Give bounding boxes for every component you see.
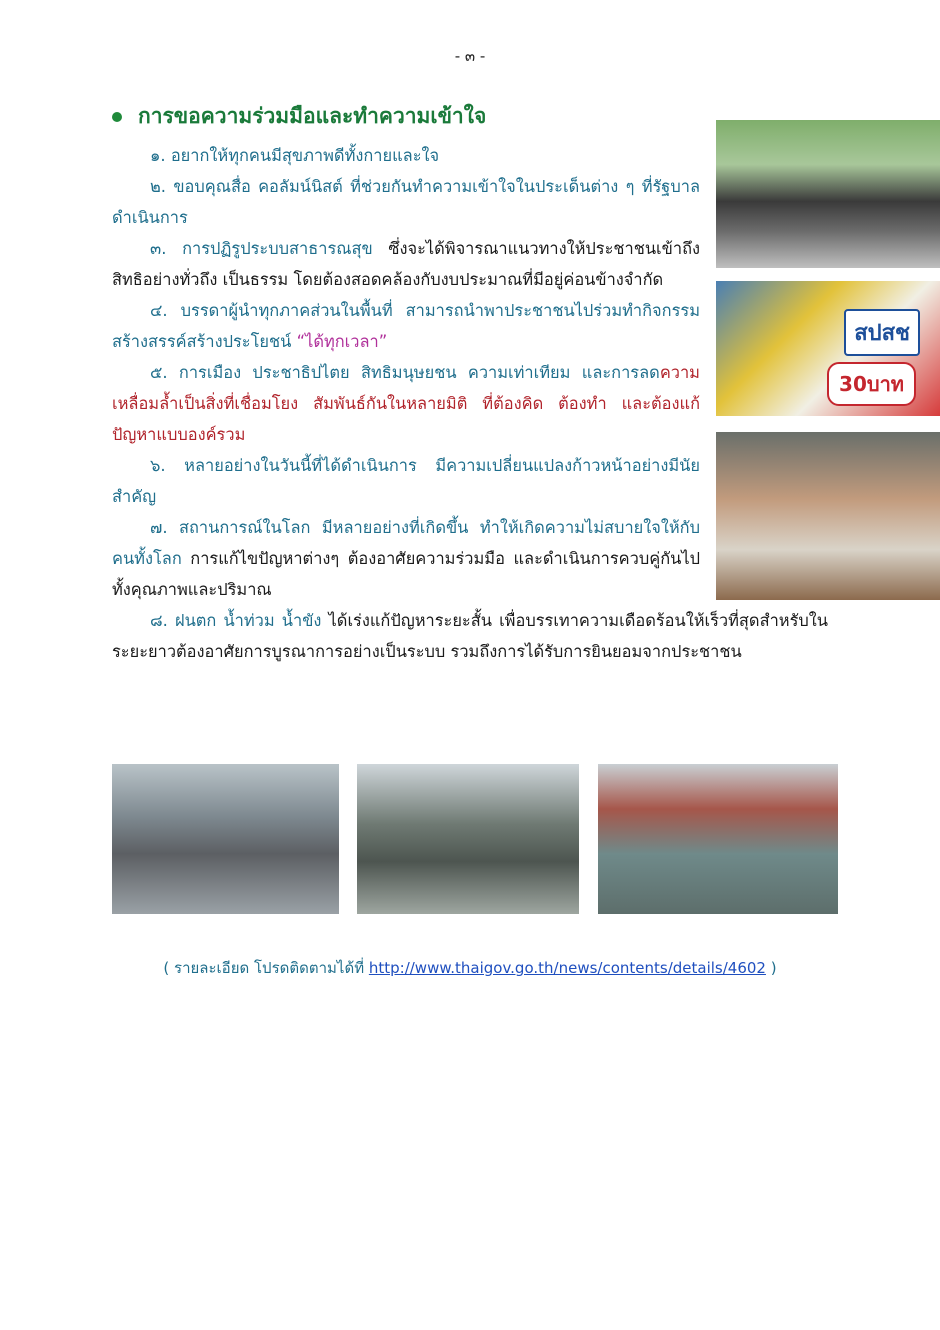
item-5: ๕. การเมือง ประชาธิปไตย สิทธิมนุษยชน ความเท่าเทียม และการลดความเหลื่อมล้ำเป็นสิ่งที่เชื่อมโยง สัมพันธ์กันในหลายมิติ ที่ต้องคิด ต้องทำ และต้องแก้ปัญหาแบบองค์รวม [112,363,700,444]
footer-note: ( รายละเอียด โปรดติดตามได้ที่ http://www.thaigov.go.th/news/contents/details/4602 ) [163,959,777,977]
item-3: ๓. การปฏิรูประบบสาธารณสุข ซึ่งจะได้พิจารณาแนวทางให้ประชาชนเข้าถึงสิทธิอย่างทั่วถึง เป็นธรรม โดยต้องสอดคล้องกับงบประมาณที่มีอยู่ค่อนข้างจำกัด [112,239,700,289]
item-list [112,140,828,667]
item-1: ๑. อยากให้ทุกคนมีสุขภาพดีทั้งกายและใจ [150,146,440,165]
flood-photo-street [598,764,838,914]
nhso-photo [716,281,940,416]
item-6: ๖. หลายอย่างในวันนี้ที่ได้ดำเนินการ มีความเปลี่ยนแปลงก้าวหน้าอย่างมีนัยสำคัญ [112,456,700,506]
cycling-photo [716,120,940,268]
flood-photo-traffic [357,764,579,914]
flood-photo-motorbike [112,764,339,914]
children-photo [716,432,940,600]
section-heading [112,100,486,133]
item-7: ๗. สถานการณ์ในโลก มีหลายอย่างที่เกิดขึ้น ทำให้เกิดความไม่สบายใจให้กับคนทั้งโลก การแก้ไขปัญหาต่างๆ ต้องอาศัยความร่วมมือ และดำเนินการควบคู่กันไปทั้งคุณภาพและปริมาณ [112,518,700,599]
item-8: ๘. ฝนตก น้ำท่วม น้ำขัง ได้เร่งแก้ปัญหาระยะสั้น เพื่อบรรเทาความเดือดร้อนให้เร็วที่สุดสำหรับในระยะยาวต้องอาศัยการบูรณาการอย่างเป็นระบบ รวมถึงการได้รับการยินยอมจากประชาชน [112,611,828,661]
thirty-baht-badge: 30บาท [827,362,916,406]
details-link[interactable]: http://www.thaigov.go.th/news/contents/details/4602 [368,959,766,977]
item-4: ๔. บรรดาผู้นำทุกภาคส่วนในพื้นที่ สามารถนำพาประชาชนไปร่วมทำกิจกรรมสร้างสรรค์สร้างประโยชน์ “ได้ทุกเวลา” [112,301,700,351]
heading-text: การขอความร่วมมือและทำความเข้าใจ [138,104,487,128]
bullet-icon [112,112,122,122]
page-number: - ๓ - [454,47,486,65]
nhso-badge: สปสช [844,309,920,356]
item-2: ๒. ขอบคุณสื่อ คอลัมน์นิสต์ ที่ช่วยกันทำความเข้าใจในประเด็นต่าง ๆ ที่รัฐบาลดำเนินการ [112,177,700,227]
